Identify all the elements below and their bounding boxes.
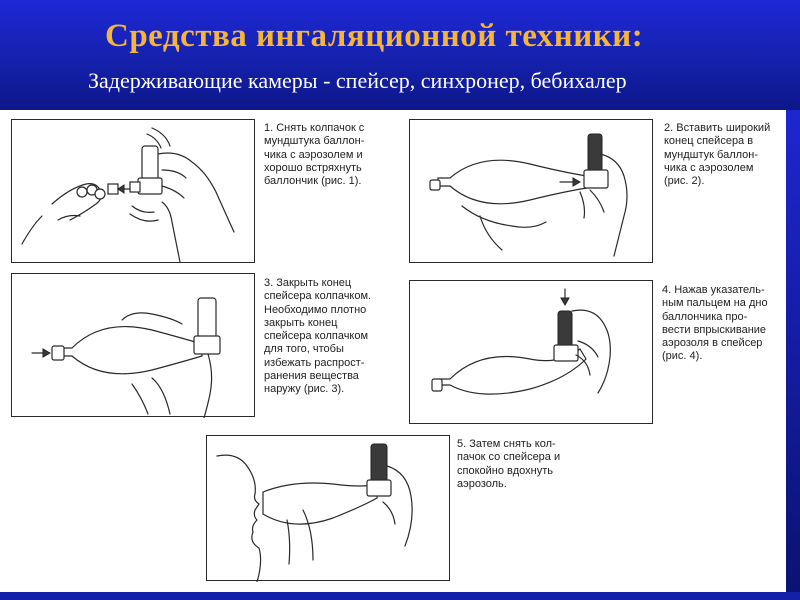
- slide-subtitle: Задерживающие камеры - спейсер, синхронер, бебихалер: [88, 68, 627, 93]
- step-2-caption: 2. Вставить широкий конец спейсера в мундштук баллон- чика с аэрозолем (рис. 2).: [664, 122, 771, 188]
- step-1-caption: 1. Снять колпачок с мундштука баллон- чика с аэрозолем и хорошо встряхнуть баллончик (рис. 1).: [264, 122, 365, 188]
- illustration-step-5: [206, 435, 450, 581]
- step-3-caption: 3. Закрыть конец спейсера колпачком. Необходимо плотно закрыть конец спейсера колпачком для того, чтобы избежать распрост- ранения вещества наружу (рис. 3).: [264, 277, 372, 396]
- step-4-caption: 4. Нажав указатель- ным пальцем на дно баллончика про- вести впрыскивание аэрозоля в спейсер (рис. 4).: [662, 284, 768, 363]
- step-3-drawing: [12, 274, 256, 418]
- decorative-side-strip: [786, 110, 800, 600]
- step-4-drawing: [410, 281, 654, 425]
- step-5-caption: 5. Затем снять кол- пачок со спейсера и спокойно вдохнуть аэрозоль.: [457, 438, 561, 490]
- step-5-drawing: [207, 436, 451, 582]
- step-1-drawing: [12, 120, 256, 264]
- illustration-step-1: [11, 119, 255, 263]
- slide-header: [0, 0, 800, 110]
- decorative-bottom-strip: [0, 592, 800, 600]
- step-2-drawing: [410, 120, 654, 264]
- illustration-step-2: [409, 119, 653, 263]
- illustration-step-4: [409, 280, 653, 424]
- slide-title: Средства ингаляционной техники:: [105, 18, 644, 54]
- illustration-step-3: [11, 273, 255, 417]
